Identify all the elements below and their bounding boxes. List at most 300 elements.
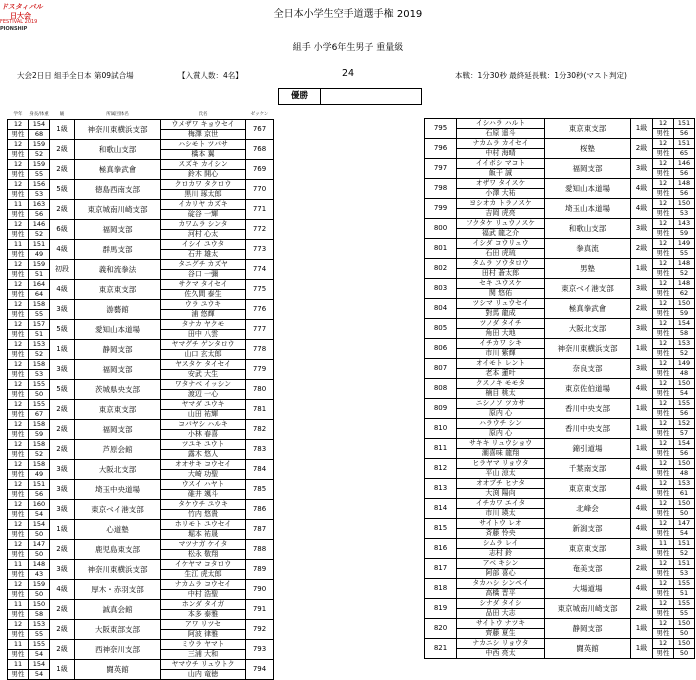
height-cell: 158 [29,360,50,370]
bib-cell: 814 [425,499,457,519]
rank-cell: 3級 [631,539,653,559]
height-cell: 154 [674,319,695,329]
kana-cell: ワタナベ イッシン [161,380,246,390]
height-cell: 151 [674,119,695,129]
grade-cell: 11 [8,240,29,250]
grade-cell: 12 [8,220,29,230]
height-cell: 151 [29,480,50,490]
weight-cell: 52 [674,549,695,559]
weight-cell: 54 [29,510,50,520]
gender-cell: 男性 [8,650,29,660]
weight-cell: 49 [29,470,50,480]
club-cell: 誠真会館 [75,600,161,620]
club-cell: 極真拳武會 [545,299,631,319]
weight-cell: 56 [674,449,695,459]
competitor-row [425,639,695,649]
name-cell: 谷口 一彌 [161,270,246,280]
competitor-count: 24 [342,68,355,79]
gender-cell: 男性 [653,289,674,299]
weight-cell: 53 [674,569,695,579]
rank-cell: 4級 [50,240,75,260]
gender-cell: 男性 [653,229,674,239]
kana-cell: ホリモト ユウセイ [161,520,246,530]
rank-cell: 2級 [50,620,75,640]
grade-cell: 12 [8,260,29,270]
rank-cell: 4級 [50,280,75,300]
gender-cell: 男性 [653,349,674,359]
height-cell: 155 [674,599,695,609]
grade-cell: 12 [653,199,674,209]
kana-cell: ヨシオカ トラノスケ [457,199,545,209]
gender-cell: 男性 [653,189,674,199]
time-rule: 本戦：1分30秒 最終延長戦：1分30秒(マスト判定) [455,71,627,80]
name-cell: 楠目 桃太 [457,389,545,399]
name-cell: 原内 心 [457,409,545,419]
rank-cell: 3級 [631,279,653,299]
height-cell: 147 [29,540,50,550]
bib-cell: 818 [425,579,457,599]
bib-cell: 820 [425,619,457,639]
bib-cell: 780 [246,380,274,400]
height-cell: 155 [674,399,695,409]
kana-cell: ウメザワ キョウセイ [161,120,246,130]
name-cell: 斉藤 怜央 [457,529,545,539]
weight-cell: 53 [29,190,50,200]
bib-cell: 792 [246,620,274,640]
height-cell: 146 [29,220,50,230]
height-cell: 150 [674,199,695,209]
grade-cell: 12 [653,299,674,309]
name-cell: 對馬 龍成 [457,309,545,319]
rank-cell: 2級 [50,640,75,660]
weight-cell: 56 [29,210,50,220]
name-cell: 角田 大地 [457,329,545,339]
competitor-row [8,660,274,670]
grade-cell: 12 [8,500,29,510]
bib-cell: 815 [425,519,457,539]
bib-cell: 775 [246,280,274,300]
name-cell: 福武 龍之介 [457,229,545,239]
weight-cell: 53 [674,209,695,219]
bib-cell: 771 [246,200,274,220]
grade-cell: 12 [8,120,29,130]
weight-cell: 51 [29,270,50,280]
name-cell: 石原 遥斗 [457,129,545,139]
bib-cell: 819 [425,599,457,619]
logo-line-2: 日大会 [10,12,31,20]
bib-cell: 797 [425,159,457,179]
bib-cell: 773 [246,240,274,260]
club-cell: 桜塾 [545,139,631,159]
name-cell: 竹内 悠貴 [161,510,246,520]
club-cell: 神奈川東横浜支部 [75,120,161,140]
club-cell: 東京東支部 [75,400,161,420]
height-cell: 151 [674,559,695,569]
club-cell: 東京城南川崎支部 [75,200,161,220]
grade-cell: 11 [8,640,29,650]
gender-cell: 男性 [653,169,674,179]
rank-cell: 4級 [631,479,653,499]
kana-cell: オザワ タイスケ [457,179,545,189]
name-cell: 小澤 大祐 [457,189,545,199]
height-cell: 158 [29,440,50,450]
grade-cell: 12 [8,280,29,290]
gender-cell: 男性 [653,509,674,519]
page-title: 全日本小学生空手道選手権 2019 [273,9,423,20]
height-cell: 143 [674,219,695,229]
height-cell: 152 [674,419,695,429]
grade-cell: 12 [653,339,674,349]
weight-cell: 55 [29,630,50,640]
club-cell: 神奈川東横浜支部 [545,339,631,359]
weight-cell: 52 [29,450,50,460]
grade-cell: 12 [8,580,29,590]
grade-cell: 11 [653,539,674,549]
kana-cell: タケウチ ユウキ [161,500,246,510]
gender-cell: 男性 [653,469,674,479]
club-cell: 東京東支部 [545,119,631,139]
name-cell: 佐久間 泰生 [161,290,246,300]
kana-cell: ツノダ タイチ [457,319,545,329]
grade-cell: 12 [653,459,674,469]
gender-cell: 男性 [653,609,674,619]
bib-cell: 800 [425,219,457,239]
kana-cell: サキキ リュウショウ [457,439,545,449]
kana-cell: シナダ タイシ [457,599,545,609]
weight-cell: 59 [29,430,50,440]
club-cell: 東京城南川崎支部 [545,599,631,619]
height-cell: 148 [674,259,695,269]
club-cell: 東京東支部 [545,539,631,559]
rank-cell: 1級 [631,399,653,419]
grade-cell: 11 [8,200,29,210]
club-cell: 北峰会 [545,499,631,519]
name-cell: 山内 竜徳 [161,670,246,680]
rank-cell: 3級 [50,480,75,500]
bib-cell: 774 [246,260,274,280]
rank-cell: 3級 [631,359,653,379]
name-cell: 堀本 祐晟 [161,530,246,540]
kana-cell: ナカムラ コウセイ [161,580,246,590]
rank-cell: 2級 [50,540,75,560]
grade-cell: 12 [653,119,674,129]
bib-cell: 777 [246,320,274,340]
height-cell: 160 [29,500,50,510]
name-cell: 品田 大志 [457,609,545,619]
height-cell: 151 [674,139,695,149]
kana-cell: イシハラ ハルト [457,119,545,129]
bib-cell: 790 [246,580,274,600]
bib-cell: 772 [246,220,274,240]
kana-cell: オイモト レント [457,359,545,369]
grade-cell: 12 [8,320,29,330]
name-cell: 飯干 誠 [457,169,545,179]
gender-cell: 男性 [8,250,29,260]
height-cell: 155 [29,380,50,390]
gender-cell: 男性 [8,130,29,140]
name-cell: 中西 亮太 [457,649,545,659]
club-cell: 東京東支部 [75,280,161,300]
logo-line-1: ドスタィバル [1,3,43,11]
rank-cell: 6級 [50,220,75,240]
height-cell: 163 [29,200,50,210]
bib-cell: 787 [246,520,274,540]
weight-cell: 52 [29,230,50,240]
rank-cell: 1級 [631,259,653,279]
gender-cell: 男性 [8,170,29,180]
height-cell: 146 [674,159,695,169]
column-header-label: 級 [59,112,65,117]
weight-cell: 62 [674,289,695,299]
club-cell: 奄美支部 [545,559,631,579]
grade-cell: 12 [8,180,29,190]
rank-cell: 2級 [631,559,653,579]
name-cell: 三浦 大和 [161,650,246,660]
kana-cell: サクマ タイセイ [161,280,246,290]
rank-cell: 2級 [50,140,75,160]
kana-cell: ナカムラ カイセイ [457,139,545,149]
club-cell: 闘英館 [75,660,161,680]
gender-cell: 男性 [653,309,674,319]
kana-cell: タムラ ソウタロウ [457,259,545,269]
height-cell: 150 [674,299,695,309]
weight-cell: 54 [29,670,50,680]
name-cell: 阿部 喜心 [457,569,545,579]
height-cell: 154 [29,660,50,670]
weight-cell: 55 [674,609,695,619]
grade-cell: 12 [653,639,674,649]
weight-cell: 50 [674,629,695,639]
rank-cell: 2級 [631,299,653,319]
height-cell: 153 [29,620,50,630]
weight-cell: 43 [29,570,50,580]
bib-cell: 807 [425,359,457,379]
rank-cell: 1級 [631,619,653,639]
grade-cell: 12 [653,419,674,429]
club-cell: 新潟支部 [545,519,631,539]
bib-cell: 783 [246,440,274,460]
club-cell: 義和流拳法 [75,260,161,280]
kana-cell: ハラウチ シン [457,419,545,429]
height-cell: 148 [29,560,50,570]
name-cell: 齊藤 夏生 [457,629,545,639]
club-cell: 奈良支部 [545,359,631,379]
height-cell: 153 [674,339,695,349]
rank-cell: 2級 [50,160,75,180]
bib-cell: 809 [425,399,457,419]
gender-cell: 男性 [653,589,674,599]
column-header-label: 氏名 [198,112,208,117]
club-cell: 厚木・赤羽支部 [75,580,161,600]
gender-cell: 男性 [8,530,29,540]
name-cell: 大崎 功聖 [161,470,246,480]
kana-cell: ヒラヤマ リョウタ [457,459,545,469]
name-cell: 浦 悠輝 [161,310,246,320]
club-cell: 和歌山支部 [545,219,631,239]
rank-cell: 1級 [50,340,75,360]
name-cell: 梅澤 京世 [161,130,246,140]
rank-cell: 5級 [50,180,75,200]
kana-cell: ホンダ タイガ [161,600,246,610]
rank-cell: 2級 [50,440,75,460]
height-cell: 154 [29,520,50,530]
kana-cell: サイトウ レオ [457,519,545,529]
rank-cell: 3級 [631,319,653,339]
height-cell: 155 [674,579,695,589]
height-cell: 150 [674,619,695,629]
height-cell: 151 [674,539,695,549]
club-cell: 香川中央支部 [545,399,631,419]
height-cell: 153 [674,479,695,489]
grade-cell: 12 [653,599,674,609]
grade-cell: 12 [8,160,29,170]
column-header-label: 学年 [13,112,23,117]
height-cell: 158 [29,460,50,470]
gender-cell: 男性 [8,470,29,480]
bib-cell: 791 [246,600,274,620]
gender-cell: 男性 [8,430,29,440]
height-cell: 159 [29,580,50,590]
grade-cell: 12 [653,239,674,249]
column-header-label: 所属団体名 [106,112,129,117]
day-info: 大会2日日 組手全日本 第09試合場 [17,71,134,80]
rank-cell: 3級 [50,460,75,480]
weight-cell: 50 [674,509,695,519]
club-cell: 大阪北支部 [75,460,161,480]
club-cell: 福岡支部 [75,220,161,240]
bib-cell: 806 [425,339,457,359]
bib-cell: 795 [425,119,457,139]
grade-cell: 12 [653,259,674,269]
height-cell: 154 [29,120,50,130]
kana-cell: スズキ カイシン [161,160,246,170]
weight-cell: 68 [29,130,50,140]
grade-cell: 12 [8,540,29,550]
logo-line-4: PIONSHIP [0,26,28,32]
rank-cell: 1級 [631,639,653,659]
name-cell: 松永 敬翔 [161,550,246,560]
bib-cell: 812 [425,459,457,479]
grade-cell: 12 [653,559,674,569]
bib-cell: 804 [425,299,457,319]
grade-cell: 12 [8,380,29,390]
kana-cell: サイトウ ナツキ [457,619,545,629]
name-cell: 市川 紫輝 [457,349,545,359]
bib-cell: 788 [246,540,274,560]
name-cell: 田中 八雲 [161,330,246,340]
height-cell: 158 [29,300,50,310]
gender-cell: 男性 [8,450,29,460]
club-cell: 闘英館 [545,639,631,659]
bib-cell: 782 [246,420,274,440]
name-cell: 阿波 律雅 [161,630,246,640]
weight-cell: 52 [29,350,50,360]
grade-cell: 12 [653,619,674,629]
kana-cell: アベ キシン [457,559,545,569]
club-cell: 静岡支部 [545,619,631,639]
weight-cell: 52 [674,349,695,359]
club-cell: 香川中央支部 [545,419,631,439]
height-cell: 150 [674,379,695,389]
height-cell: 150 [29,600,50,610]
weight-cell: 67 [29,410,50,420]
grade-cell: 12 [653,139,674,149]
kana-cell: ツシマ リュウセイ [457,299,545,309]
club-cell: 福岡支部 [75,420,161,440]
gender-cell: 男性 [8,190,29,200]
rank-cell: 1級 [631,439,653,459]
weight-cell: 56 [674,129,695,139]
grade-cell: 12 [8,480,29,490]
bib-cell: 803 [425,279,457,299]
bib-cell: 768 [246,140,274,160]
height-cell: 150 [674,639,695,649]
name-cell: 中村 海晴 [457,149,545,159]
bib-cell: 769 [246,160,274,180]
bib-cell: 793 [246,640,274,660]
name-cell: 橋本 翼 [161,150,246,160]
grade-cell: 11 [8,600,29,610]
name-cell: 本多 泰雅 [161,610,246,620]
club-cell: 千葉南支部 [545,459,631,479]
height-cell: 157 [29,320,50,330]
gender-cell: 男性 [653,489,674,499]
bib-cell: 779 [246,360,274,380]
rank-cell: 2級 [50,420,75,440]
weight-cell: 54 [29,650,50,660]
height-cell: 158 [29,420,50,430]
height-cell: 153 [29,340,50,350]
rank-cell: 4級 [631,459,653,479]
rank-cell: 2級 [631,599,653,619]
rank-cell: 3級 [631,159,653,179]
kana-cell: フクタケ リュウノスケ [457,219,545,229]
gender-cell: 男性 [8,510,29,520]
club-cell: 埼玉中央道場 [75,480,161,500]
kana-cell: ハシモト ツバサ [161,140,246,150]
kana-cell: ウスイ ハヤト [161,480,246,490]
gender-cell: 男性 [653,409,674,419]
club-cell: 福岡支部 [545,159,631,179]
gender-cell: 男性 [8,550,29,560]
height-cell: 149 [674,359,695,369]
kana-cell: ミウラ ヤマト [161,640,246,650]
bib-cell: 805 [425,319,457,339]
club-cell: 群馬支部 [75,240,161,260]
gender-cell: 男性 [653,129,674,139]
grade-cell: 12 [653,439,674,449]
height-cell: 148 [674,279,695,289]
gender-cell: 男性 [653,529,674,539]
gender-cell: 男性 [8,350,29,360]
name-cell: 高橋 晋平 [457,589,545,599]
club-cell: 游藝館 [75,300,161,320]
kana-cell: ナカニシ リョウタ [457,639,545,649]
rank-cell: 3級 [631,219,653,239]
name-cell: 渡辺 一心 [161,390,246,400]
rank-cell: 1級 [50,120,75,140]
club-cell: 福岡支部 [75,360,161,380]
gender-cell: 男性 [8,370,29,380]
grade-cell: 12 [8,420,29,430]
rank-cell: 4級 [631,379,653,399]
name-cell: 吉岡 虎亮 [457,209,545,219]
club-cell: 心道塾 [75,520,161,540]
entry-count: 【入賞人数：4名】 [178,71,243,80]
rank-cell: 1級 [50,660,75,680]
gender-cell: 男性 [653,369,674,379]
rank-cell: 4級 [631,579,653,599]
